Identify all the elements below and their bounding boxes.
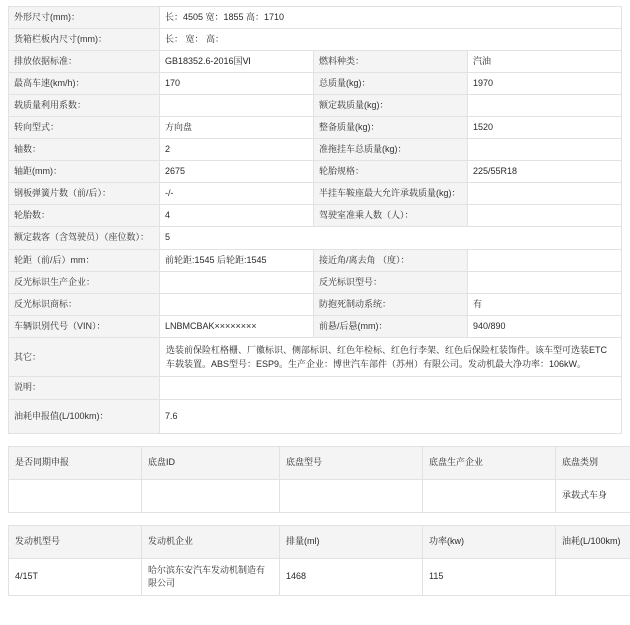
spec-label: 轮距（前/后）mm： [9, 249, 160, 271]
table-row [9, 51, 622, 73]
table-row-other [9, 337, 622, 377]
spec-value [468, 95, 622, 117]
spec-label: 总质量(kg)： [314, 73, 468, 95]
table-row [9, 399, 622, 433]
spec-label: 反光标识商标： [9, 293, 160, 315]
spec-value: 2 [160, 139, 314, 161]
spec-value [468, 183, 622, 205]
engine-maker-cell: 哈尔滨东安汽车发动机制造有限公司 [142, 558, 280, 595]
spec-value: 940/890 [468, 315, 622, 337]
table-row [9, 73, 622, 95]
spec-value: GB18352.6-2016国Ⅵ [160, 51, 314, 73]
engine-header-cell: 功率(kw) [423, 525, 556, 558]
spec-label: 反光标识生产企业： [9, 271, 160, 293]
table-row [9, 227, 622, 249]
spec-label: 钢板弹簧片数（前/后）： [9, 183, 160, 205]
spec-label: 前悬/后悬(mm)： [314, 315, 468, 337]
spec-value [468, 271, 622, 293]
table-row [9, 95, 622, 117]
spec-value: 2675 [160, 161, 314, 183]
table-row [9, 249, 622, 271]
chassis-type-cell: 承载式车身 [556, 479, 630, 512]
spec-value: 有 [468, 293, 622, 315]
spec-label: 车辆识别代号（VIN）： [9, 315, 160, 337]
spec-label: 准拖挂车总质量(kg)： [314, 139, 468, 161]
spec-value: 1970 [468, 73, 622, 95]
main-spec-body [9, 7, 622, 434]
spec-value: 225/55R18 [468, 161, 622, 183]
chassis-data-row [9, 479, 630, 512]
spec-value [160, 377, 622, 399]
chassis-header-cell: 底盘ID [142, 446, 280, 479]
chassis-header-cell: 底盘生产企业 [423, 446, 556, 479]
chassis-cell [280, 479, 423, 512]
spec-value: 170 [160, 73, 314, 95]
spec-label: 排放依据标准： [9, 51, 160, 73]
spec-label: 防抱死制动系统： [314, 293, 468, 315]
spec-value [160, 95, 314, 117]
spec-value [160, 271, 314, 293]
table-row [9, 29, 622, 51]
spec-label: 载质量利用系数： [9, 95, 160, 117]
spec-value: 长：4505 宽：1855 高：1710 [160, 7, 622, 29]
spec-value: 方向盘 [160, 117, 314, 139]
spec-value: 长： 宽： 高： [160, 29, 622, 51]
engine-data-row [9, 558, 630, 595]
spec-value: -/- [160, 183, 314, 205]
other-notes-value: 选装前保险杠格栅、厂徽标识、侧部标识、红色年检标、红色行李架、红色后保险杠装饰件。该车型可选装ETC车载装置。ABS型号：ESP9。生产企业：博世汽车部件（苏州）有限公司。发动机最大净功率：106kW。 [160, 337, 622, 377]
engine-table-body [9, 525, 630, 595]
spec-value [468, 139, 622, 161]
table-row [9, 271, 622, 293]
table-divider-1 [8, 434, 622, 446]
spec-label: 外形尺寸(mm)： [9, 7, 160, 29]
table-divider-2 [8, 513, 622, 525]
chassis-header-row [9, 446, 630, 479]
spec-label: 额定载客（含驾驶员）（座位数）： [9, 227, 160, 249]
chassis-table [8, 446, 630, 513]
spec-label: 最高车速(km/h)： [9, 73, 160, 95]
engine-header-cell: 发动机型号 [9, 525, 142, 558]
table-row [9, 377, 622, 399]
spec-value: 汽油 [468, 51, 622, 73]
chassis-header-cell: 底盘类别 [556, 446, 630, 479]
spec-label: 燃料种类： [314, 51, 468, 73]
chassis-header-cell: 是否同期申报 [9, 446, 142, 479]
engine-header-row [9, 525, 630, 558]
spec-label: 油耗申报值(L/100km)： [9, 399, 160, 433]
chassis-table-body [9, 446, 630, 512]
spec-label: 接近角/离去角 （度）： [314, 249, 468, 271]
table-row [9, 205, 622, 227]
engine-power-cell: 115 [423, 558, 556, 595]
table-row [9, 183, 622, 205]
table-row [9, 161, 622, 183]
engine-fuel-cell [556, 558, 630, 595]
spec-value [468, 205, 622, 227]
engine-header-cell: 发动机企业 [142, 525, 280, 558]
table-row [9, 293, 622, 315]
chassis-cell [142, 479, 280, 512]
spec-value: 1520 [468, 117, 622, 139]
spec-label: 整备质量(kg)： [314, 117, 468, 139]
engine-table [8, 525, 630, 596]
spec-label: 轴距(mm)： [9, 161, 160, 183]
spec-label: 说明： [9, 377, 160, 399]
engine-model-cell: 4/15T [9, 558, 142, 595]
vin-value: LNBMCBAK×××××××× [160, 315, 314, 337]
engine-header-cell: 油耗(L/100km) [556, 525, 630, 558]
chassis-cell [9, 479, 142, 512]
spec-label: 转向型式： [9, 117, 160, 139]
spec-label: 额定载质量(kg)： [314, 95, 468, 117]
spec-value [468, 249, 622, 271]
spec-label: 轴数： [9, 139, 160, 161]
spec-label: 反光标识型号： [314, 271, 468, 293]
chassis-header-cell: 底盘型号 [280, 446, 423, 479]
table-row [9, 139, 622, 161]
chassis-cell [423, 479, 556, 512]
engine-header-cell: 排量(ml) [280, 525, 423, 558]
spec-label: 半挂车鞍座最大允许承载质量(kg)： [314, 183, 468, 205]
table-row [9, 315, 622, 337]
spec-label: 轮胎数： [9, 205, 160, 227]
spec-label: 轮胎规格： [314, 161, 468, 183]
table-row [9, 7, 622, 29]
spec-label: 其它： [9, 337, 160, 377]
spec-value: 前轮距:1545 后轮距:1545 [160, 249, 314, 271]
engine-displacement-cell: 1468 [280, 558, 423, 595]
spec-value [160, 293, 314, 315]
spec-value: 5 [160, 227, 622, 249]
table-row [9, 117, 622, 139]
spec-value: 4 [160, 205, 314, 227]
fuel-consumption-value: 7.6 [160, 399, 622, 433]
spec-label: 货箱栏板内尺寸(mm)： [9, 29, 160, 51]
main-spec-table [8, 6, 622, 434]
spec-label: 驾驶室准乘人数（人）： [314, 205, 468, 227]
